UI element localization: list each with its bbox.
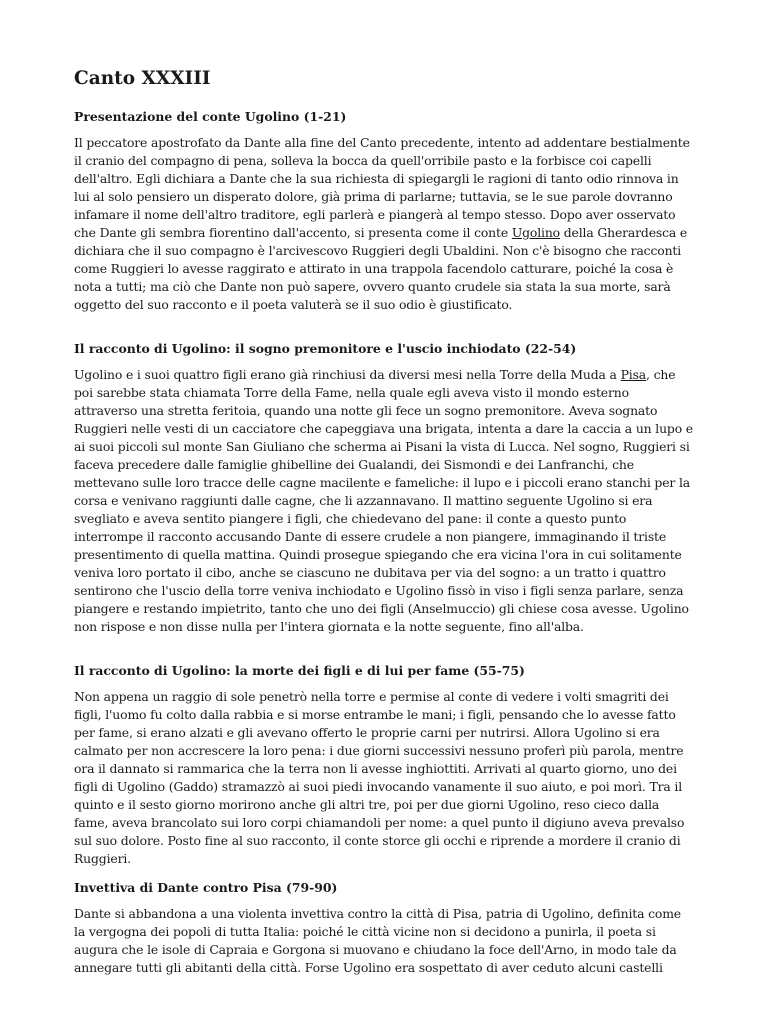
section-heading: Invettiva di Dante contro Pisa (79-90) — [74, 880, 338, 895]
section-body: Il peccatore apostrofato da Dante alla fine del Canto precedente, intento ad addentare bestialmente il cranio del compagno di pena, solleva la bocca da quell'orribile pasto e la forbisce coi capelli dell'altro. Egli dichiara a Dante che la sua richiesta di spiegargli le ragioni di tanto odio rinnova in lui al solo pensiero un disperato dolore, già prima di parlarne; tuttavia, se le sue parole dovranno infamare il nome dell'altro traditore, egli parlerà e piangerà al tempo stesso. Dopo aver osservato che Dante gli sembra fiorentino dall'accento, si presenta come il conte Ugolino della Gherardesca e dichiara che il suo compagno è l'arcivescovo Ruggieri degli Ubaldini. Non c'è bisogno che racconti come Ruggieri lo avesse raggirato e attirato in una trappola facendolo catturare, poiché la cosa è nota a tutti; ma ciò che Dante non può sapere, ovvero quanto crudele sia stata la sua morte, sarà oggetto del suo racconto e il poeta valuterà se il suo odio è giustificato. — [74, 135, 690, 312]
section-body: Ugolino e i suoi quattro figli erano già rinchiusi da diversi mesi nella Torre della Muda a Pisa, che poi sarebbe stata chiamata Torre della Fame, nella quale egli aveva visto il mondo esterno attraverso una stretta feritoia, quando una notte gli fece un sogno premonitore. Aveva sognato Ruggieri nelle vesti di un cacciatore che capeggiava una brigata, intenta a dare la caccia a un lupo e ai suoi piccoli sul monte San Giuliano che scherma ai Pisani la vista di Lucca. Nel sogno, Ruggieri si faceva precedere dalle famiglie ghibelline dei Gualandi, dei Sismondi e dei Lanfranchi, che mettevano sulle loro tracce delle cagne macilente e fameliche: il lupo e i piccoli erano stanchi per la corsa e venivano raggiunti dalle cagne, che li azzannavano. Il mattino seguente Ugolino si era svegliato e aveva sentito piangere i figli, che chiedevano del pane: il conte a questo punto interrompe il racconto accusando Dante di essere crudele a non piangere, immaginando il triste presentimento di quella mattina. Quindi prosegue spiegando che era vicina l'ora in cui solitamente veniva loro portato il cibo, anche se ciascuno ne dubitava per via del sogno: a un tratto i quattro sentirono che l'uscio della torre veniva inchiodato e Ugolino fissò in viso i figli senza parlare, senza piangere e restando impietrito, tanto che uno dei figli (Anselmuccio) gli chiese cosa avesse. Ugolino non rispose e non disse nulla per l'intera giornata e la notte seguente, fino all'alba. — [74, 367, 693, 634]
section-body: Dante si abbandona a una violenta invettiva contro la città di Pisa, patria di Ugolino, definita come la vergogna dei popoli di tutta Italia: poiché le città vicine non si decidono a punirla, il poeta si augura che le isole di Capraia e Gorgona si muovano e chiudano la foce dell'Arno, in modo tale da annegare tutti gli abitanti della città. Forse Ugolino era sospettato di aver ceduto alcuni castelli — [74, 906, 681, 975]
section-heading: Il racconto di Ugolino: la morte dei figli e di lui per fame (55-75) — [74, 663, 525, 678]
link-ugolino[interactable]: Ugolino — [511, 225, 560, 240]
link-pisa[interactable]: Pisa — [620, 367, 647, 382]
section-body: Non appena un raggio di sole penetrò nella torre e permise al conte di vedere i volti smagriti dei figli, l'uomo fu colto dalla rabbia e si morse entrambe le mani; i figli, pensando che lo avesse fatto per fame, si erano alzati e gli avevano offerto le proprie carni per nutrirsi. Allora Ugolino si era calmato per non accrescere la loro pena: i due giorni successivi nessuno proferì più parola, mentre ora il dannato si rammarica che la terra non li avesse inghiottiti. Arrivati al quarto giorno, uno dei figli di Ugolino (Gaddo) stramazzò ai suoi piedi invocando vanamente il suo aiuto, e poi morì. Tra il quinto e il sesto giorno morirono anche gli altri tre, poi per due giorni Ugolino, reso cieco dalla fame, aveva brancolato sui loro corpi chiamandoli per nome: a quel punto il digiuno aveva prevalso sul suo dolore. Posto fine al suo racconto, il conte storce gli occhi e riprende a mordere il cranio di Ruggieri. — [74, 689, 685, 866]
section-sogno — [74, 340, 694, 636]
section-morte — [74, 662, 694, 868]
section-invettiva — [74, 879, 694, 977]
section-heading: Presentazione del conte Ugolino (1-21) — [74, 109, 347, 124]
section-heading: Il racconto di Ugolino: il sogno premonitore e l'uscio inchiodato (22-54) — [74, 341, 577, 356]
page-title: Canto XXXIII — [74, 68, 211, 89]
document-page — [74, 66, 694, 1003]
section-presentazione — [74, 108, 694, 314]
